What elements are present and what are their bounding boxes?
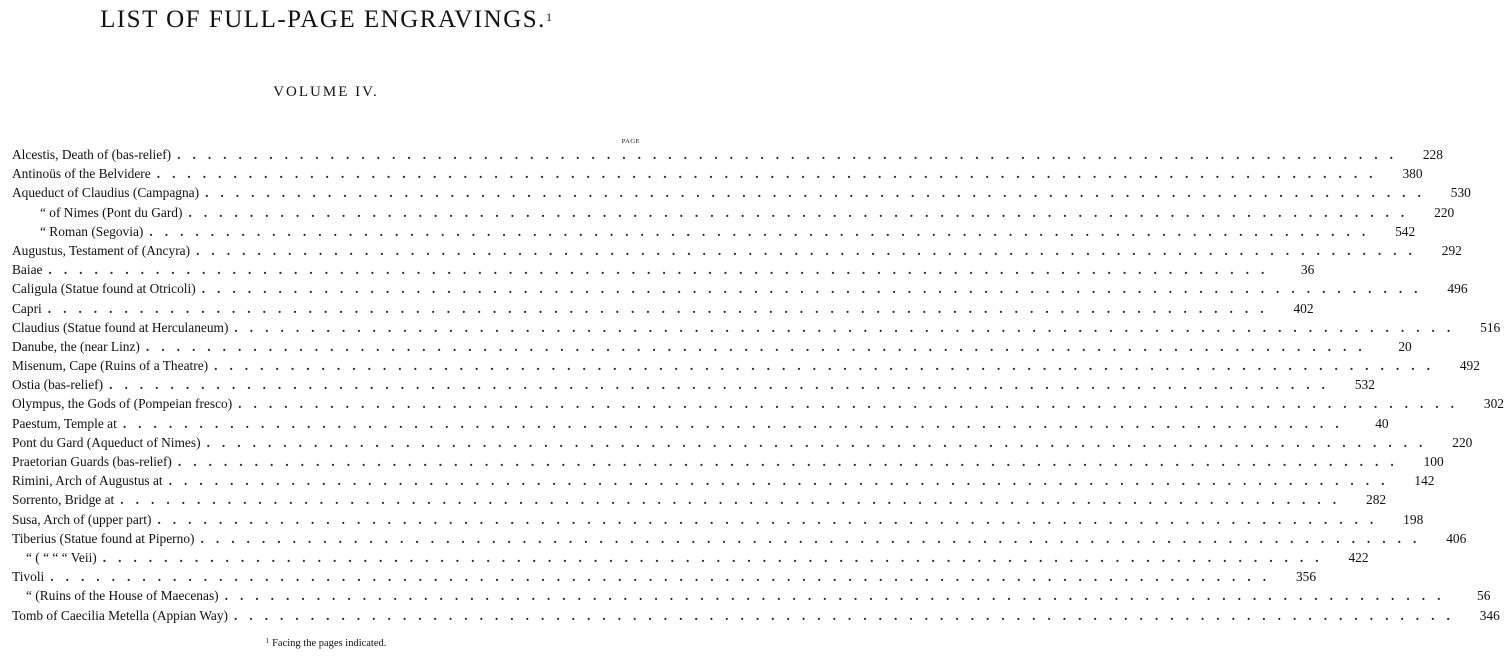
list-item: [12, 337, 1412, 356]
dot-leader: ................................................................................: [224, 588, 1453, 604]
entry-label: Olympus, the Gods of (Pompeian fresco): [12, 396, 233, 412]
entry-label: Alcestis, Death of (bas-relief): [12, 147, 172, 162]
entry-label: “ of Nimes (Pont du Gard): [40, 204, 183, 220]
entry-label: Caligula (Statue found at Otricoli): [12, 281, 196, 297]
list-item: [12, 299, 1314, 318]
list-item: [12, 318, 1501, 337]
dot-leader: ................................................................................: [156, 166, 1385, 182]
entry-label: Tivoli: [12, 569, 45, 585]
entry-label: Misenum, Cape (Ruins of a Theatre): [12, 358, 209, 374]
list-item: [12, 529, 1467, 548]
list-item: [12, 452, 1444, 471]
dot-leader: ................................................................................: [234, 319, 1463, 335]
entry-page-number: 56: [1477, 588, 1491, 604]
entry-label: “ (Ruins of the House of Maecenas): [26, 588, 219, 604]
list-item: [12, 490, 1387, 509]
entry-label: Ostia (bas-relief): [12, 377, 104, 393]
entry-label: Praetorian Guards (bas-relief): [12, 454, 172, 469]
entry-page-number: 542: [1395, 223, 1416, 239]
entry-page-number: 402: [1293, 300, 1314, 316]
entry-page-number: 36: [1300, 262, 1315, 278]
list-item: [12, 203, 1455, 222]
dot-leader: ................................................................................: [145, 338, 1374, 354]
dot-leader: ................................................................................: [177, 147, 1405, 162]
dot-leader: ................................................................................: [47, 300, 1276, 316]
list-item: [12, 394, 1504, 413]
entry-page-number: 40: [1375, 415, 1389, 431]
list-item: [12, 241, 1462, 260]
entry-page-number: 282: [1366, 492, 1387, 508]
entry-page-number: 228: [1422, 147, 1443, 162]
dot-leader: ................................................................................: [109, 377, 1337, 393]
volume-heading: VOLUME IV.: [273, 84, 379, 100]
entry-label: Claudius (Statue found at Herculaneum): [12, 319, 229, 335]
entry-page-number: 302: [1483, 396, 1504, 412]
entry-page-number: 142: [1414, 473, 1435, 489]
entry-label: Tomb of Caecilia Metella (Appian Way): [12, 607, 229, 623]
dot-leader: ................................................................................: [157, 511, 1386, 527]
entry-label: Antinoüs of the Belvidere: [12, 166, 151, 182]
dot-leader: ................................................................................: [102, 549, 1331, 565]
list-item: [12, 586, 1491, 605]
list-item: [12, 145, 1443, 164]
footnote-text: Facing the pages indicated.: [272, 638, 387, 649]
dot-leader: ................................................................................: [177, 454, 1406, 469]
entry-page-number: 492: [1459, 358, 1480, 374]
list-item: [12, 356, 1480, 375]
list-item: [12, 606, 1500, 625]
entry-page-number: 406: [1446, 530, 1467, 546]
entry-page-number: 292: [1441, 242, 1462, 258]
dot-leader: ................................................................................: [205, 185, 1433, 201]
list-item: [12, 279, 1468, 298]
list-item: [12, 567, 1317, 586]
entry-label: Rimini, Arch of Augustus at: [12, 473, 163, 489]
footnote: [0, 638, 652, 649]
entry-page-number: 356: [1295, 569, 1317, 585]
page-column-label: PAGE: [621, 138, 640, 145]
entry-label: Tiberius (Statue found at Piperno): [12, 530, 195, 546]
page-title: [0, 6, 652, 34]
entry-label: “ ( “ “ “ Veii): [26, 549, 97, 565]
list-item: [12, 183, 1471, 202]
list-item: [12, 548, 1369, 567]
entry-page-number: 530: [1450, 185, 1471, 201]
entry-page-number: 532: [1354, 377, 1375, 393]
list-item: [12, 375, 1375, 394]
dot-leader: ................................................................................: [234, 607, 1462, 623]
list-item: [12, 164, 1423, 183]
dot-leader: ................................................................................: [201, 281, 1430, 297]
entry-page-number: 198: [1403, 511, 1424, 527]
entry-page-number: 20: [1398, 338, 1412, 354]
page-title-text: LIST OF FULL-PAGE ENGRAVINGS.: [100, 6, 546, 33]
dot-leader: ................................................................................: [120, 492, 1349, 508]
engravings-list: [12, 145, 1504, 625]
entry-page-number: 516: [1480, 319, 1501, 335]
entry-label: Danube, the (near Linz): [12, 338, 140, 354]
dot-leader: ................................................................................: [149, 223, 1378, 239]
entry-label: Aqueduct of Claudius (Campagna): [12, 185, 200, 201]
title-footnote-mark: 1: [545, 10, 552, 24]
entry-label: Paestum, Temple at: [12, 415, 117, 431]
dot-leader: ................................................................................: [122, 415, 1351, 431]
list-item: [12, 414, 1389, 433]
entry-page-number: 100: [1423, 454, 1444, 469]
list-item: [12, 471, 1435, 490]
entry-page-number: 346: [1479, 607, 1500, 623]
list-item: [12, 260, 1315, 279]
entry-label: Baiae: [12, 262, 43, 278]
dot-leader: ................................................................................: [196, 242, 1424, 258]
dot-leader: ................................................................................: [238, 396, 1466, 412]
dot-leader: ................................................................................: [48, 262, 1277, 278]
entry-label: Augustus, Testament of (Ancyra): [12, 242, 191, 258]
list-item: [12, 433, 1473, 452]
footnote-mark: 1: [265, 637, 270, 645]
entry-page-number: 422: [1348, 549, 1369, 565]
dot-leader: ................................................................................: [200, 530, 1429, 546]
entry-page-number: 220: [1452, 434, 1473, 450]
dot-leader: ................................................................................: [50, 569, 1279, 585]
entry-label: Susa, Arch of (upper part): [12, 511, 152, 527]
entry-page-number: 496: [1447, 281, 1468, 297]
dot-leader: ................................................................................: [188, 204, 1417, 220]
list-item: [12, 510, 1424, 529]
entry-label: Sorrento, Bridge at: [12, 492, 115, 508]
dot-leader: ................................................................................: [168, 473, 1397, 489]
entry-label: “ Roman (Segovia): [40, 223, 144, 239]
entry-page-number: 380: [1402, 166, 1423, 182]
dot-leader: ................................................................................: [214, 358, 1442, 374]
list-item: [12, 222, 1416, 241]
dot-leader: ................................................................................: [206, 434, 1435, 450]
entry-label: Capri: [12, 300, 42, 316]
entry-label: Pont du Gard (Aqueduct of Nimes): [12, 434, 201, 450]
entry-page-number: 220: [1434, 204, 1455, 220]
